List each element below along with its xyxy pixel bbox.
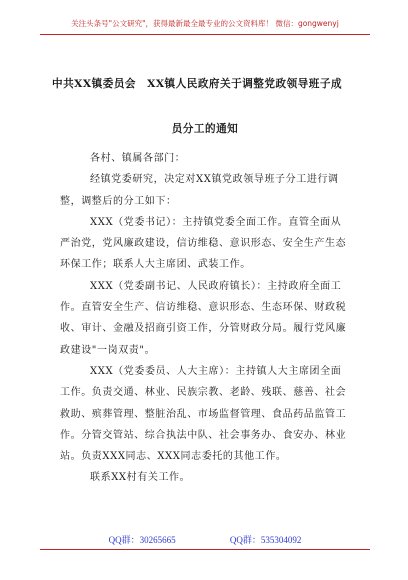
footer <box>40 533 370 546</box>
paragraph-npc-chair: XXX（党委委员、人大主席）：主持镇人大主席团全面工作。负责交通、林业、民族宗教、老龄、残联、慈善、社会救助、殡葬管理、整脏治乱、市场监督管理、食品药品监管工作。分管交管站、综合执法中队、社会事务办、食安办、林业站。负责XXX同志、XXX同志委托的其他工作。 <box>60 365 347 463</box>
header-divider <box>40 34 370 35</box>
paragraph-liaison: 联系XX村有关工作。 <box>90 472 191 484</box>
intro-paragraph: 经镇党委研究，决定对XX镇党政领导班子分工进行调整，调整后的分工如下： <box>60 174 339 207</box>
footer-divider <box>40 549 370 550</box>
footer-qq-group-2: QQ群：535304092 <box>229 535 302 545</box>
header-banner: 关注头条号"公文研究"，获得最新最全最专业的公文资料库！ 微信：gongwenyj <box>71 19 339 28</box>
document-title-line-1: 中共XX镇委员会 XX镇人民政府关于调整党政领导班子成 <box>52 78 343 90</box>
paragraph-secretary: XXX（党委书记）：主持镇党委全面工作。直管全面从严治党，党风廉政建设，信访维稳、意识形态、安全生产生态环保工作；联系人大主席团、武装工作。 <box>60 216 347 271</box>
paragraph-mayor: XXX（党委副书记、人民政府镇长）：主持政府全面工作。直管安全生产、信访维稳、意识形态、生态环保、财政税收、审计、金融及招商引资工作，分管财政分局。履行党风廉政建设"一岗双责"。 <box>60 280 347 356</box>
document-body <box>60 148 350 489</box>
salutation: 各村、镇属各部门： <box>90 153 186 164</box>
footer-qq-group-1: QQ群：30265665 <box>108 535 176 545</box>
document-title-line-2: 员分工的通知 <box>171 123 239 135</box>
